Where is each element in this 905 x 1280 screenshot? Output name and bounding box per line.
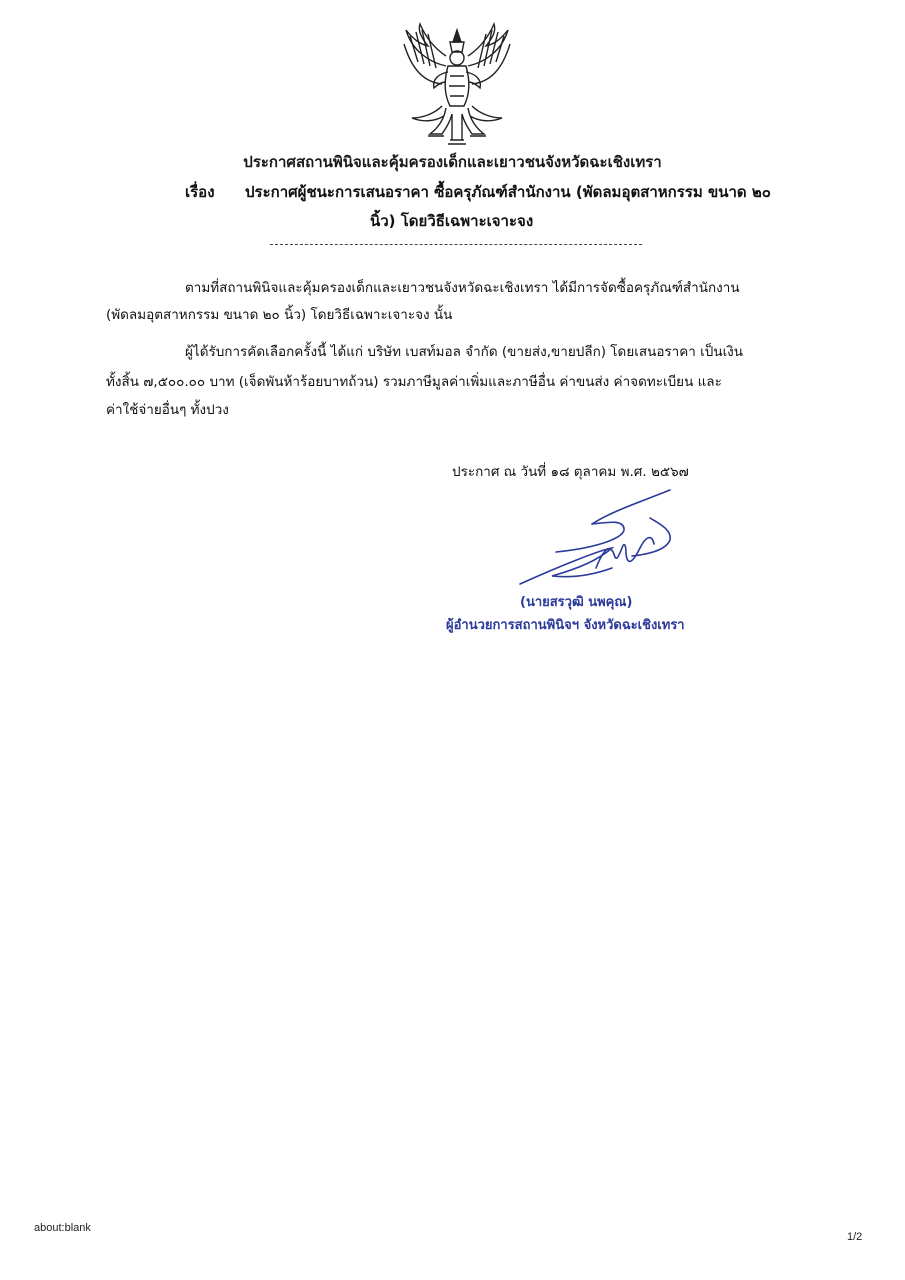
document-title: ประกาศสถานพินิจและคุ้มครองเด็กและเยาวชนจังหวัดฉะเชิงเทรา bbox=[243, 153, 662, 171]
paragraph-2-line-2: ทั้งสิ้น ๗,๕๐๐.๐๐ บาท (เจ็ดพันห้าร้อยบาทถ้วน) รวมภาษีมูลค่าเพิ่มและภาษีอื่น ค่าขนส่ง ค่าจดทะเบียน และ bbox=[106, 374, 722, 390]
footer-url: about:blank bbox=[34, 1222, 91, 1234]
garuda-emblem-icon bbox=[398, 22, 516, 150]
subject-label: เรื่อง bbox=[185, 183, 215, 201]
announcement-date: ประกาศ ณ วันที่ ๑๘ ตุลาคม พ.ศ. ๒๕๖๗ bbox=[452, 464, 689, 480]
subject-text-line-1: ประกาศผู้ชนะการเสนอราคา ซื้อครุภัณฑ์สำนักงาน (พัดลมอุตสาหกรรม ขนาด ๒๐ bbox=[245, 183, 771, 201]
paragraph-2-line-3: ค่าใช้จ่ายอื่นๆ ทั้งปวง bbox=[106, 402, 229, 418]
paragraph-2-line-1: ผู้ได้รับการคัดเลือกครั้งนี้ ได้แก่ บริษัท เบสท์มอล จำกัด (ขายส่ง,ขายปลีก) โดยเสนอราคา เป็นเงิน bbox=[185, 344, 744, 360]
handwritten-signature bbox=[500, 488, 690, 593]
paragraph-1-line-1: ตามที่สถานพินิจและคุ้มครองเด็กและเยาวชนจังหวัดฉะเชิงเทรา ได้มีการจัดซื้อครุภัณฑ์สำนักงาน bbox=[185, 280, 740, 296]
signer-title: ผู้อำนวยการสถานพินิจฯ จังหวัดฉะเชิงเทรา bbox=[446, 618, 685, 633]
page-number: 1/2 bbox=[847, 1231, 863, 1243]
subject-text-line-2: นิ้ว) โดยวิธีเฉพาะเจาะจง bbox=[370, 212, 534, 230]
signer-name: (นายสรวุฒิ นพคุณ) bbox=[520, 595, 633, 610]
paragraph-1-line-2: (พัดลมอุตสาหกรรม ขนาด ๒๐ นิ้ว) โดยวิธีเฉพาะเจาะจง นั้น bbox=[106, 307, 453, 323]
separator-line bbox=[270, 244, 642, 245]
